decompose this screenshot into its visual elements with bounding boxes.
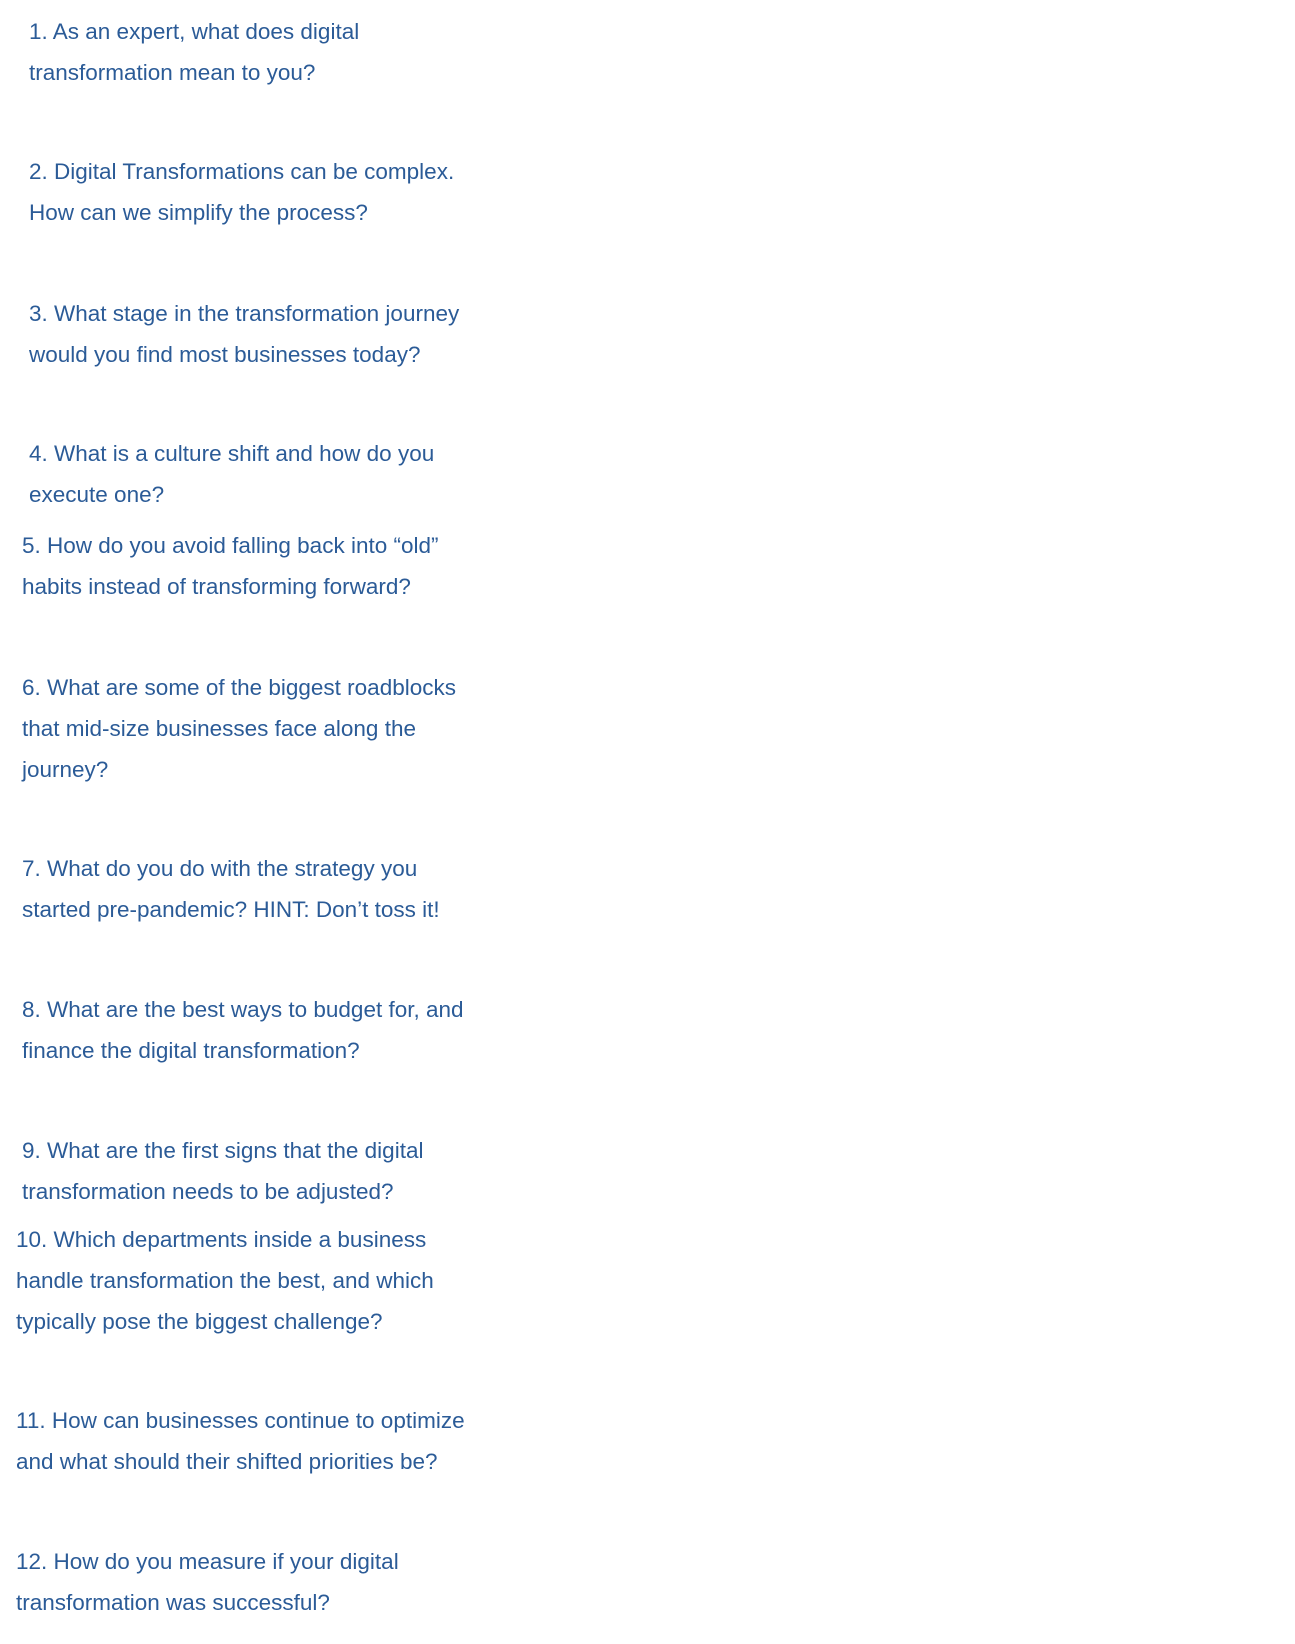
question-6 <box>22 667 542 790</box>
question-5 <box>22 525 542 607</box>
question-9 <box>22 1130 542 1212</box>
question-line: 7. What do you do with the strategy you <box>22 856 418 881</box>
question-line: journey? <box>22 757 109 782</box>
question-line: habits instead of transforming forward? <box>22 574 411 599</box>
question-line: 9. What are the first signs that the digital <box>22 1138 424 1163</box>
question-line: 3. What stage in the transformation journey <box>29 301 460 326</box>
question-line: execute one? <box>29 482 165 507</box>
question-line: 5. How do you avoid falling back into “old” <box>22 533 439 558</box>
question-7 <box>22 848 542 930</box>
question-1 <box>29 11 549 93</box>
question-line: would you find most businesses today? <box>29 342 421 367</box>
question-line: finance the digital transformation? <box>22 1038 360 1063</box>
question-line: transformation was successful? <box>16 1590 330 1615</box>
question-line: typically pose the biggest challenge? <box>16 1309 383 1334</box>
question-2 <box>29 151 549 233</box>
question-4 <box>29 433 549 515</box>
question-line: transformation mean to you? <box>29 60 316 85</box>
question-line: 12. How do you measure if your digital <box>16 1549 399 1574</box>
question-line: and what should their shifted priorities be? <box>16 1449 438 1474</box>
question-3 <box>29 293 549 375</box>
question-line: transformation needs to be adjusted? <box>22 1179 394 1204</box>
question-line: 1. As an expert, what does digital <box>29 19 360 44</box>
question-11 <box>16 1400 536 1482</box>
question-line: 10. Which departments inside a business <box>16 1227 427 1252</box>
question-line: that mid-size businesses face along the <box>22 716 416 741</box>
question-line: 11. How can businesses continue to optimize <box>16 1408 465 1433</box>
question-line: 2. Digital Transformations can be complex. <box>29 159 455 184</box>
question-line: handle transformation the best, and which <box>16 1268 434 1293</box>
question-12 <box>16 1541 536 1623</box>
question-10 <box>16 1219 536 1342</box>
question-line: 4. What is a culture shift and how do you <box>29 441 435 466</box>
question-line: 8. What are the best ways to budget for, and <box>22 997 464 1022</box>
question-8 <box>22 989 542 1071</box>
question-line: started pre-pandemic? HINT: Don’t toss it! <box>22 897 440 922</box>
question-line: 6. What are some of the biggest roadblocks <box>22 675 456 700</box>
question-line: How can we simplify the process? <box>29 200 368 225</box>
